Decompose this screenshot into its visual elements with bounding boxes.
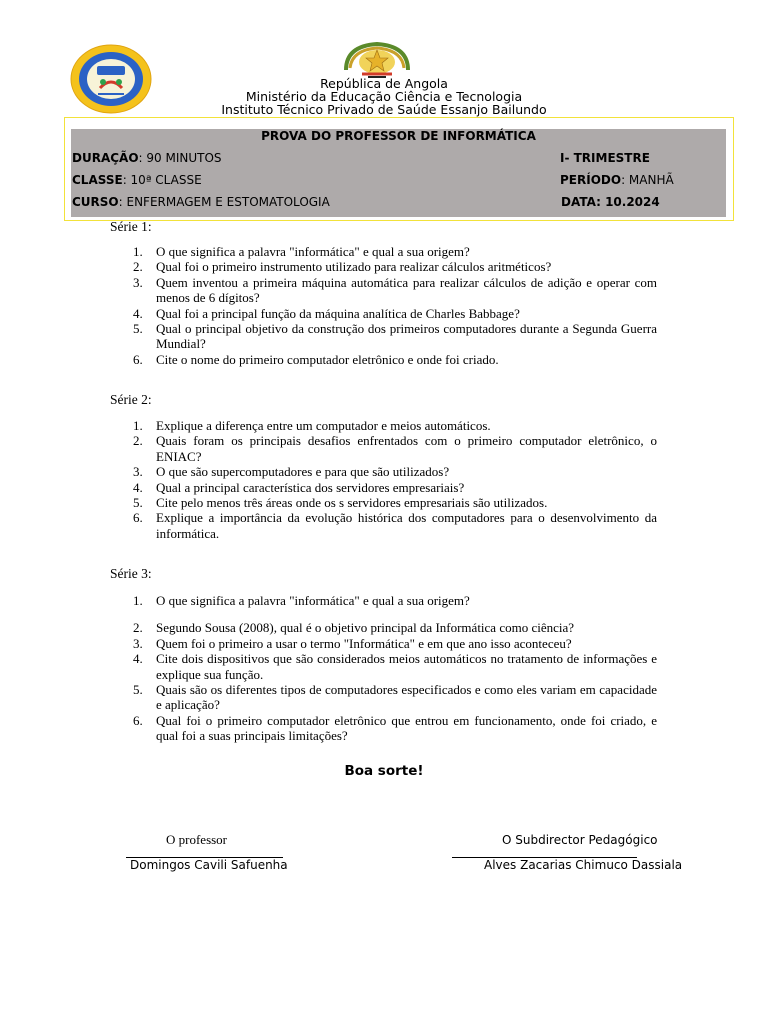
signature-right-role: O Subdirector Pedagógico xyxy=(502,833,658,847)
header-country: República de Angola xyxy=(320,76,448,91)
question-item: 2. Quais foram os principais desafios enfrentados com o primeiro computador eletrônico, o ENIAC? xyxy=(133,433,657,464)
series-2-heading: Série 2: xyxy=(110,392,152,407)
class-field xyxy=(72,173,202,187)
series-3-questions xyxy=(133,593,657,744)
exam-info-box xyxy=(71,129,726,217)
period-value: : MANHÃ xyxy=(621,173,674,187)
series-1-heading: Série 1: xyxy=(110,219,152,234)
question-item: 5. Quais são os diferentes tipos de computadores especificados e como eles variam em capacidade e aplicação? xyxy=(133,682,657,713)
question-item: 1. O que significa a palavra "informática" e qual a sua origem? xyxy=(133,593,470,608)
duration-label: DURAÇÃO xyxy=(72,151,139,165)
period-field xyxy=(560,173,674,187)
question-item: 1. O que significa a palavra "informática" e qual a sua origem? xyxy=(133,244,470,259)
closing-message: Boa sorte! xyxy=(344,763,424,779)
question-item: 4. Cite dois dispositivos que são considerados meios automáticos no tratamento de informações e explique sua função. xyxy=(133,651,657,682)
header-ministry: Ministério da Educação Ciência e Tecnologia xyxy=(245,89,523,104)
exam-title: PROVA DO PROFESSOR DE INFORMÁTICA xyxy=(261,129,536,143)
signature-left-name: Domingos Cavili Safuenha xyxy=(130,858,288,872)
date-label: DATA xyxy=(561,195,597,209)
signature-right-name: Alves Zacarias Chimuco Dassiala xyxy=(484,858,683,872)
question-item: 3. Quem foi o primeiro a usar o termo "Informática" e em que ano isso aconteceu? xyxy=(133,635,572,651)
institution-header xyxy=(0,77,768,116)
course-field xyxy=(72,195,330,209)
question-item: 6. Cite o nome do primeiro computador eletrônico e onde foi criado. xyxy=(133,351,499,367)
question-item: 3. O que são supercomputadores e para que são utilizados? xyxy=(133,464,450,480)
question-item: 2. Segundo Sousa (2008), qual é o objetivo principal da Informática como ciência? xyxy=(133,620,575,636)
series-2-questions xyxy=(133,418,657,541)
duration-field xyxy=(72,151,222,165)
question-item: 4. Qual a principal característica dos servidores empresariais? xyxy=(133,479,465,495)
question-item: 3. Quem inventou a primeira máquina automática para realizar cálculos de adição e operar com menos de 6 dígitos? xyxy=(133,274,657,306)
header-institute: Instituto Técnico Privado de Saúde Essanjo Bailundo xyxy=(221,102,547,117)
trimester-field xyxy=(560,151,650,165)
series-3-heading: Série 3: xyxy=(110,566,152,581)
class-label: CLASSE xyxy=(72,173,123,187)
date-value: : 10.2024 xyxy=(596,195,660,209)
question-item: 5. Qual o principal objetivo da construção dos primeiros computadores durante a Segunda Guerra Mundial? xyxy=(133,321,657,352)
course-value: : ENFERMAGEM E ESTOMATOLOGIA xyxy=(118,195,330,209)
question-item: 5. Cite pelo menos três áreas onde os s servidores empresariais são utilizados. xyxy=(133,495,548,511)
course-label: CURSO xyxy=(72,195,119,209)
duration-value: : 90 MINUTOS xyxy=(138,151,222,165)
date-field xyxy=(561,195,660,209)
question-item: 6. Qual foi o primeiro computador eletrônico que entrou em funcionamento, onde foi criado, e qual foi a suas principais limitações? xyxy=(133,712,657,744)
trimester-value: I- TRIMESTRE xyxy=(560,151,650,165)
series-1-questions xyxy=(133,244,657,367)
signature-left-role: O professor xyxy=(166,832,228,847)
class-value: : 10ª CLASSE xyxy=(122,173,202,187)
angola-coat-of-arms-icon xyxy=(342,40,412,80)
question-item: 6. Explique a importância da evolução histórica dos computadores para o desenvolvimento da informática. xyxy=(133,510,657,541)
question-item: 4. Qual foi a principal função da máquina analítica de Charles Babbage? xyxy=(133,305,520,321)
question-item: 2. Qual foi o primeiro instrumento utilizado para realizar cálculos aritméticos? xyxy=(133,259,552,275)
period-label: PERÍODO xyxy=(560,173,622,187)
question-item: 1. Explique a diferença entre um computador e meios automáticos. xyxy=(133,418,491,433)
